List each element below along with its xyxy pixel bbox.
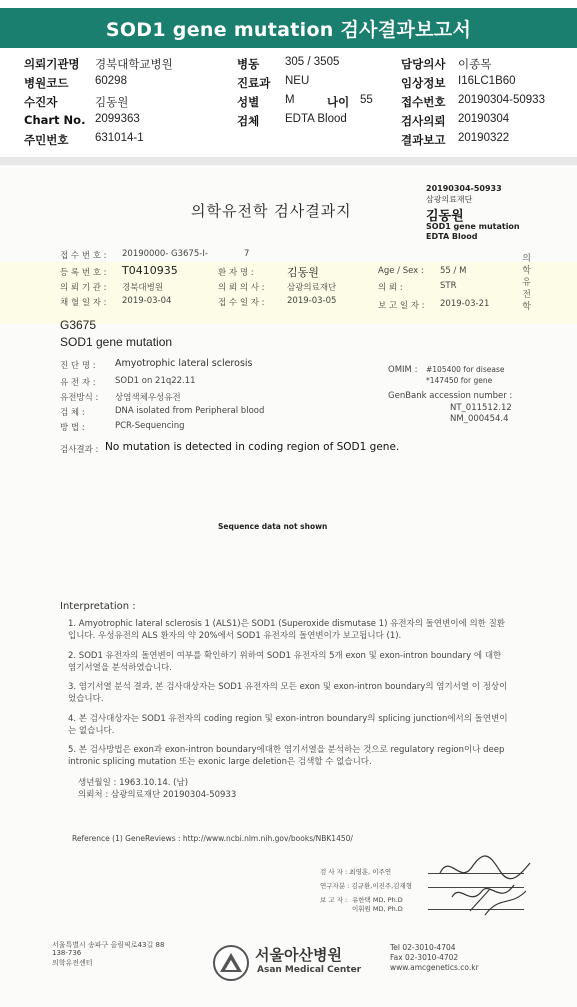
agesex-value: 55 / M: [440, 266, 467, 276]
age-label: 나이: [327, 95, 350, 109]
info-label: 임상정보: [401, 76, 446, 90]
side-label-char: 유: [522, 278, 531, 288]
info-value: 이종목: [458, 59, 492, 71]
side-label-char: 학: [522, 266, 531, 276]
age-value: 55: [360, 94, 373, 106]
institution-label: 의 뢰 기 관 :: [60, 283, 107, 293]
birth-date: 생년월일 : 1963.10.14. (남): [78, 778, 189, 788]
collect-value: 2019-03-04: [122, 296, 172, 306]
genbank-label: GenBank accession number :: [388, 391, 513, 401]
result-value: No mutation is detected in coding region of SOD1 gene.: [105, 441, 400, 453]
test-name: SOD1 gene mutation: [60, 335, 173, 349]
diagnosis-value: Amyotrophic lateral sclerosis: [115, 358, 253, 369]
info-label: 결과보고: [401, 133, 446, 147]
footer-tel: Tel 02-3010-4704: [390, 943, 456, 952]
collect-label: 채 혈 일 자 :: [60, 298, 107, 308]
sequence-note: Sequence data not shown: [218, 522, 328, 531]
interpretation-item: 1. Amyotrophic lateral sclerosis 1 (ALS1)은 SOD1 (Superoxide dismutase 1) 유전자의 돌연변이에 의한 질환입니다. 우성유전의 ALS 환자의 약 20%에서 SOD1 유전자의 돌연변이가 보고됩니다 (1).: [68, 619, 505, 641]
interpretation-item: 5. 본 검사방법은 exon과 exon-intron boundary에대한 염기서열을 분석하는 것으로 regulatory region이나 deep intronic splicing mutation 또는 exonic large deletion은 검색할 수 없습니다.: [68, 745, 505, 767]
stamp-patient-name: 김동원: [426, 209, 464, 224]
report-label: 보 고 일 자 :: [378, 301, 425, 311]
inheritance-label: 유전방식 :: [60, 393, 99, 403]
gene-label: 유 전 자 :: [60, 378, 96, 388]
tester: 검 사 자 : 최영훈, 이주연: [320, 868, 392, 876]
info-value: 20190322: [458, 132, 510, 144]
receipt-suffix: 7: [244, 249, 250, 259]
footer-website: www.amcgenetics.co.kr: [390, 963, 479, 972]
info-label: Chart No.: [24, 113, 86, 127]
receipt-value: 20190000- G3675-I-: [122, 249, 208, 259]
reg-value: T0410935: [122, 264, 178, 277]
inheritance-value: 상염색체우성유전: [115, 393, 181, 403]
omim-label: OMIM :: [388, 365, 418, 375]
info-value: 2099363: [95, 113, 140, 125]
researcher: 연구자분 : 김규환,이진주,김재형: [320, 882, 413, 890]
info-row: [0, 113, 577, 131]
stamp-lab: 삼광의료재단: [426, 195, 473, 204]
side-label-char: 학: [522, 302, 531, 312]
agesex-label: Age / Sex :: [378, 266, 424, 276]
specimen-label: 검 체 :: [60, 408, 85, 418]
interpretation-item: 2. SOD1 유전자의 돌연변이 여부를 확인하기 위하여 SOD1 유전자의 5개 exon 및 exon-intron boundary 에 대한 염기서열을 분석하였습니다.: [68, 651, 502, 673]
footer-department: 의학유전센터: [52, 959, 93, 967]
accept-value: 2019-03-05: [287, 296, 337, 306]
institution-value: 경북대병원: [122, 283, 164, 293]
document-title: 의학유전학 검사결과지: [191, 202, 352, 220]
info-row: [0, 94, 577, 112]
info-value: 60298: [95, 75, 127, 87]
info-label: 수진자: [24, 95, 58, 109]
gene-value: SOD1 on 21q22.11: [115, 376, 196, 386]
info-label: 접수번호: [401, 95, 446, 109]
interpretation-item: 3. 염기서열 분석 결과, 본 검사대상자는 SOD1 유전자의 모든 exon 및 exon-intron boundary의 염기서열 이 정상이었습니다.: [68, 682, 508, 704]
info-value: 김동원: [95, 97, 129, 109]
method-label: 방 법 :: [60, 423, 85, 433]
handwritten-signatures: [430, 845, 540, 920]
reporter-2: 이휘원 MD, Ph.D: [352, 905, 403, 913]
omim-gene: *147450 for gene: [426, 376, 493, 385]
footer-postcode: 138-736: [52, 949, 82, 957]
result-label: 검사결과 :: [60, 445, 99, 455]
info-label: 병원코드: [24, 76, 69, 90]
test-code: G3675: [60, 318, 97, 332]
info-label: 검사의뢰: [401, 114, 446, 128]
section-divider: [0, 157, 577, 165]
asan-foundation-logo: [213, 945, 249, 981]
reg-label: 등 록 번 호 :: [60, 268, 107, 278]
info-value: 305 / 3505: [285, 56, 340, 68]
doctor-value: 삼광의료재단: [287, 283, 337, 293]
specimen-value: DNA isolated from Peripheral blood: [115, 406, 265, 416]
patient-label: 환 자 명 :: [218, 268, 254, 278]
report-value: 2019-03-21: [440, 299, 490, 309]
hospital-name-ko: 서울아산병원: [255, 946, 342, 964]
report-title: SOD1 gene mutation 검사결과보고서: [105, 18, 472, 41]
footer-address: 서울특별시 송파구 올림픽로43길 88: [52, 941, 165, 949]
genbank-nt: NT_011512.12: [450, 403, 512, 413]
info-label: 성별: [237, 95, 260, 109]
side-label-char: 의: [522, 254, 531, 264]
info-label: 검체: [237, 114, 260, 128]
receipt-label: 접 수 번 호 :: [60, 251, 107, 261]
info-value: I16LC1B60: [458, 75, 516, 87]
info-value: 20190304-50933: [458, 94, 545, 106]
info-row: [0, 56, 577, 74]
info-value: EDTA Blood: [285, 113, 347, 125]
omim-disease: #105400 for disease: [426, 365, 505, 374]
method-value: PCR-Sequencing: [115, 421, 185, 431]
side-label-char: 전: [522, 290, 531, 300]
requester: 의뢰처 : 삼광의료재단 20190304-50933: [78, 790, 237, 800]
interpretation-title: Interpretation :: [60, 601, 136, 612]
reporter-label: 보 고 자 :: [320, 896, 348, 904]
accept-label: 접 수 일 자 :: [218, 298, 265, 308]
info-value: M: [285, 94, 295, 106]
stamp-accession: 20190304-50933: [426, 184, 502, 193]
report-title-banner: [0, 8, 577, 48]
genbank-nm: NM_000454.4: [450, 414, 509, 424]
diagnosis-label: 진 단 명 :: [60, 361, 96, 371]
info-value: NEU: [285, 75, 310, 87]
scanned-result-document: [0, 165, 577, 1007]
info-row: [0, 132, 577, 150]
stamp-specimen: EDTA Blood: [426, 232, 478, 241]
patient-value: 김동원: [287, 266, 319, 279]
patient-info-grid: [0, 54, 577, 152]
stamp-test: SOD1 gene mutation: [426, 222, 520, 231]
reference: Reference (1) GeneReviews : http://www.ncbi.nlm.nih.gov/books/NBK1450/: [72, 834, 353, 843]
info-label: 의뢰기관명: [24, 57, 80, 71]
info-value: 경북대학교병원: [95, 59, 173, 71]
info-value: 631014-1: [95, 132, 144, 144]
info-label: 진료과: [237, 76, 271, 90]
reporter-1: 유한택 MD, Ph.D: [352, 896, 403, 904]
ward-label: 의 뢰 :: [378, 283, 403, 293]
info-label: 병동: [237, 57, 260, 71]
interpretation-item: 4. 본 검사대상자는 SOD1 유전자의 coding region 및 exon-intron boundary의 splicing junction에서의 돌연변이는 없습니다.: [68, 714, 508, 736]
info-label: 담당의사: [401, 57, 446, 71]
info-value: 20190304: [458, 113, 510, 125]
hospital-name-en: Asan Medical Center: [257, 965, 362, 975]
info-row: [0, 75, 577, 93]
doctor-label: 의 뢰 의 사 :: [218, 283, 265, 293]
ward-value: STR: [440, 281, 457, 291]
info-label: 주민번호: [24, 133, 69, 147]
footer-fax: Fax 02-3010-4702: [390, 953, 459, 962]
